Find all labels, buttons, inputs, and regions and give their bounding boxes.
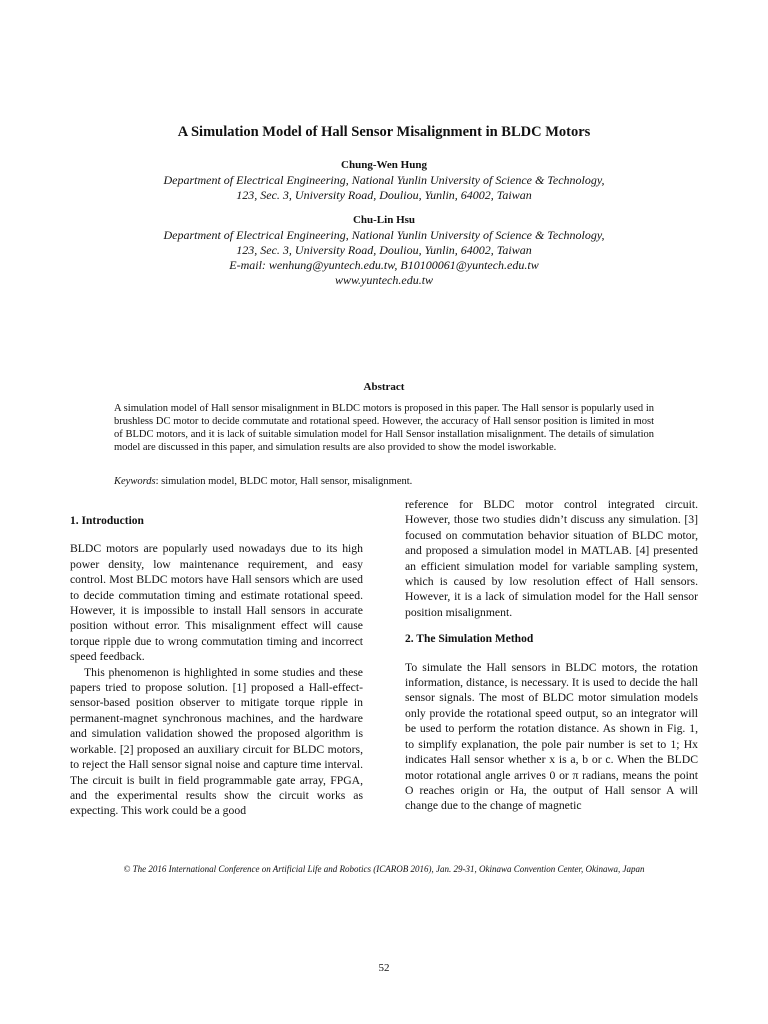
keywords-label: Keywords bbox=[114, 476, 156, 487]
conference-footer: © The 2016 International Conference on Artificial Life and Robotics (ICAROB 2016), Jan. 29-31, Okinawa Convention Center, Okinawa, Japan bbox=[123, 864, 645, 874]
author-affiliation-line: Department of Electrical Engineering, National Yunlin University of Science & Technology, bbox=[163, 228, 605, 242]
author-block-2 bbox=[0, 213, 768, 288]
paragraph: BLDC motors are popularly used nowadays due to its high power density, low maintenance requirement, and easy control. Most BLDC motors have Hall sensors which are used to decide commutation timing and estimate rotational speed. However, it is impossible to install Hall sensors in accurate position without error. This misalignment effect will cause torque ripple due to wrong commutation timing and incorrect speed feedback. bbox=[70, 542, 363, 664]
page-number: 52 bbox=[378, 962, 390, 974]
author-block-1 bbox=[0, 158, 768, 203]
right-column bbox=[405, 497, 698, 814]
author-email: E-mail: wenhung@yuntech.edu.tw, B10100061@yuntech.edu.tw bbox=[229, 258, 539, 272]
author-affiliation-line: Department of Electrical Engineering, National Yunlin University of Science & Technology, bbox=[163, 173, 605, 187]
author-affiliation-line: 123, Sec. 3, University Road, Douliou, Yunlin, 64002, Taiwan bbox=[236, 243, 532, 257]
section-heading-introduction: 1. Introduction bbox=[70, 515, 144, 527]
paragraph: reference for BLDC motor control integrated circuit. However, those two studies didn’t discuss any simulation. [3] focused on commutation behavior situation of BLDC motor, and proposed a simulation model in MATLAB. [4] presented an efficient simulation model for variable sampling system, which is caused by low resolution effect of Hall sensors. However, it is a lack of simulation model for the Hall sensor position misalignment. bbox=[405, 498, 698, 619]
paragraph: This phenomenon is highlighted in some studies and these papers tried to propose solution. [1] proposed a Hall-effect-sensor-based position observer to mitigate torque ripple in permanent-magnet synchronous machines, and the hardware and simulation validation showed the proposed algorithm is workable. [2] proposed an auxiliary circuit for BLDC motors, to reject the Hall sensor signal noise and capture time interval. The circuit is built in field programmable gate array, FPGA, and the experimental results show the circuit works as expecting. This work could be a good bbox=[70, 665, 363, 818]
author-website: www.yuntech.edu.tw bbox=[334, 273, 434, 287]
section-heading-simulation-method: 2. The Simulation Method bbox=[405, 633, 534, 646]
abstract-heading: Abstract bbox=[363, 381, 405, 393]
author-name: Chung-Wen Hung bbox=[341, 159, 427, 171]
left-column bbox=[70, 510, 363, 819]
author-affiliation-line: 123, Sec. 3, University Road, Douliou, Yunlin, 64002, Taiwan bbox=[236, 188, 532, 202]
paragraph: To simulate the Hall sensors in BLDC motors, the rotation information, distance, is necessary. It is used to decide the hall sensor signals. The most of BLDC motor simulation models only provide the rotational speed output, so an integrator will be used to perform the rotation distance. As shown in Fig. 1, to simplify explanation, the pole pair number is set to 1; Hx indicates Hall sensor whether x is a, b or c. When the BLDC motor rotational angle arrives 0 or π radians, means the point O reaches origin or Ha, the output of Hall sensor A will change due to the change of magnetic bbox=[405, 660, 698, 813]
abstract-text: A simulation model of Hall sensor misalignment in BLDC motors is proposed in this paper. The Hall sensor is popularly used in brushless DC motor to decide commutate and rotational speed. However, the accuracy of Hall sensor position is limited in most of BLDC motors, and it is lack of suitable simulation model for Hall Sensor installation misalignment. The details of simulation model are discussed in this paper, and simulation results are also provided to show the model isworkable. bbox=[114, 403, 654, 453]
author-name: Chu-Lin Hsu bbox=[352, 214, 416, 226]
keywords-list: : simulation model, BLDC motor, Hall sensor, misalignment. bbox=[155, 476, 413, 487]
paper-title: A Simulation Model of Hall Sensor Misalignment in BLDC Motors bbox=[177, 124, 591, 140]
keywords bbox=[114, 476, 654, 487]
